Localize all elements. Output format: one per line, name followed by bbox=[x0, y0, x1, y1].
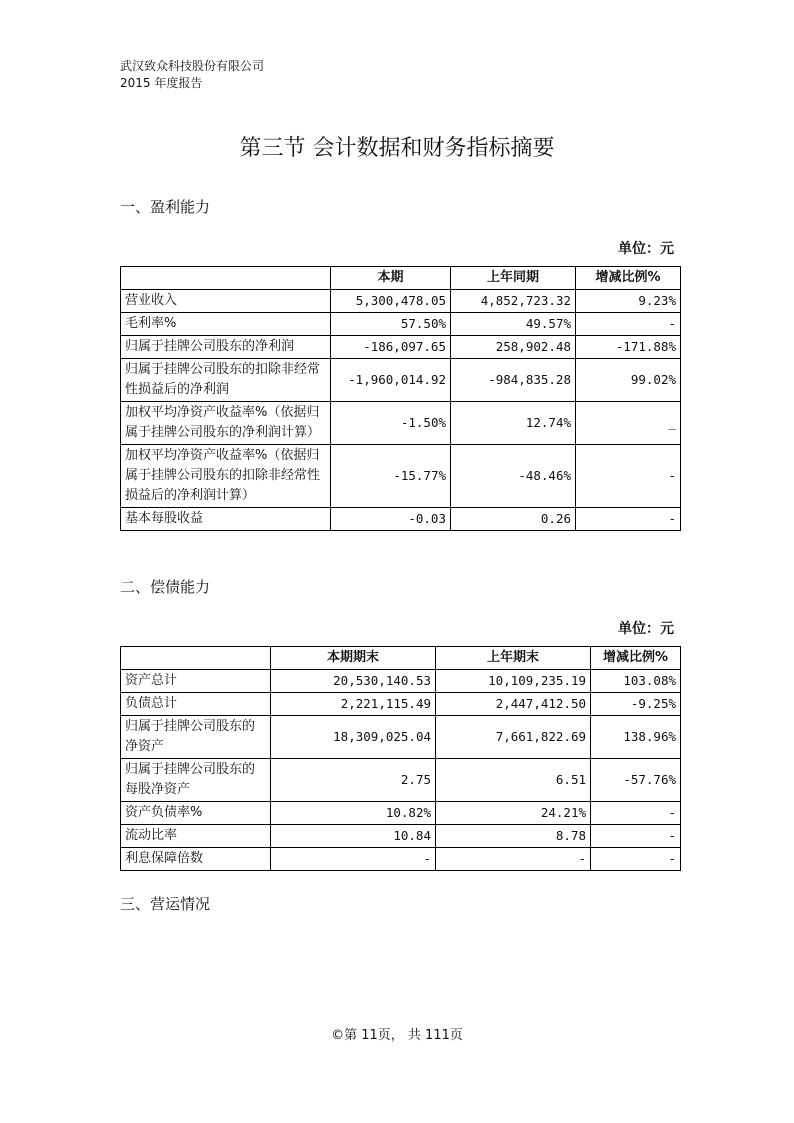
section-heading-solvency: 二、偿债能力 bbox=[120, 578, 211, 596]
row-label: 资产负债率% bbox=[121, 802, 271, 825]
table-row bbox=[121, 716, 681, 759]
table-row bbox=[121, 313, 681, 336]
table-header-row bbox=[121, 647, 681, 670]
cell-value: 4,852,723.32 bbox=[451, 290, 576, 313]
cell-value: 5,300,478.05 bbox=[331, 290, 451, 313]
cell-value: 18,309,025.04 bbox=[271, 716, 436, 759]
cell-value: 24.21% bbox=[436, 802, 591, 825]
cell-value: 7,661,822.69 bbox=[436, 716, 591, 759]
cell-value: 10.84 bbox=[271, 825, 436, 848]
cell-value: - bbox=[436, 848, 591, 871]
cell-value: -1.50% bbox=[331, 402, 451, 445]
table-row bbox=[121, 825, 681, 848]
solvency-table bbox=[120, 646, 681, 871]
row-label: 负债总计 bbox=[121, 693, 271, 716]
cell-value: 10,109,235.19 bbox=[436, 670, 591, 693]
cell-value: - bbox=[576, 508, 681, 531]
header-cell: 本期期末 bbox=[271, 647, 436, 670]
section-heading-profitability: 一、盈利能力 bbox=[120, 198, 211, 216]
table-row bbox=[121, 336, 681, 359]
table-row bbox=[121, 359, 681, 402]
row-label: 归属于挂牌公司股东的净资产 bbox=[121, 716, 271, 759]
cell-value: - bbox=[591, 825, 681, 848]
header-cell: 上年期末 bbox=[436, 647, 591, 670]
cell-value: 99.02% bbox=[576, 359, 681, 402]
cell-value: -0.03 bbox=[331, 508, 451, 531]
table-row bbox=[121, 402, 681, 445]
page-header bbox=[120, 58, 264, 92]
cell-value: - bbox=[576, 445, 681, 508]
table-row bbox=[121, 508, 681, 531]
table-row bbox=[121, 759, 681, 802]
cell-value: _ bbox=[576, 402, 681, 445]
cell-value: 20,530,140.53 bbox=[271, 670, 436, 693]
header-cell bbox=[121, 647, 271, 670]
cell-value: -984,835.28 bbox=[451, 359, 576, 402]
cell-value: 49.57% bbox=[451, 313, 576, 336]
table-row bbox=[121, 848, 681, 871]
row-label: 归属于挂牌公司股东的每股净资产 bbox=[121, 759, 271, 802]
cell-value: 0.26 bbox=[451, 508, 576, 531]
table-row bbox=[121, 802, 681, 825]
company-name: 武汉致众科技股份有限公司 bbox=[120, 59, 265, 73]
cell-value: 10.82% bbox=[271, 802, 436, 825]
cell-value: 2,447,412.50 bbox=[436, 693, 591, 716]
row-label: 基本每股收益 bbox=[121, 508, 331, 531]
unit-label-1: 单位：元 bbox=[618, 241, 674, 257]
row-label: 归属于挂牌公司股东的净利润 bbox=[121, 336, 331, 359]
cell-value: 103.08% bbox=[591, 670, 681, 693]
cell-value: - bbox=[591, 848, 681, 871]
cell-value: - bbox=[576, 313, 681, 336]
profitability-table bbox=[120, 266, 681, 531]
page-footer: ©第 11页， 共 111页 bbox=[331, 1028, 463, 1043]
table-row bbox=[121, 290, 681, 313]
row-label: 营业收入 bbox=[121, 290, 331, 313]
cell-value: 6.51 bbox=[436, 759, 591, 802]
cell-value: -1,960,014.92 bbox=[331, 359, 451, 402]
header-cell: 本期 bbox=[331, 267, 451, 290]
header-cell: 增减比例% bbox=[591, 647, 681, 670]
cell-value: 2.75 bbox=[271, 759, 436, 802]
cell-value: -9.25% bbox=[591, 693, 681, 716]
header-cell: 上年同期 bbox=[451, 267, 576, 290]
cell-value: 57.50% bbox=[331, 313, 451, 336]
header-cell bbox=[121, 267, 331, 290]
cell-value: 138.96% bbox=[591, 716, 681, 759]
cell-value: -171.88% bbox=[576, 336, 681, 359]
section-heading-operations: 三、营运情况 bbox=[120, 895, 211, 913]
row-label: 流动比率 bbox=[121, 825, 271, 848]
cell-value: 12.74% bbox=[451, 402, 576, 445]
page-title: 第三节 会计数据和财务指标摘要 bbox=[239, 136, 555, 161]
cell-value: -57.76% bbox=[591, 759, 681, 802]
row-label: 利息保障倍数 bbox=[121, 848, 271, 871]
table-row bbox=[121, 445, 681, 508]
cell-value: 258,902.48 bbox=[451, 336, 576, 359]
report-name: 2015 年度报告 bbox=[120, 76, 203, 90]
table-row bbox=[121, 693, 681, 716]
row-label: 加权平均净资产收益率%（依据归属于挂牌公司股东的扣除非经常性损益后的净利润计算） bbox=[121, 445, 331, 508]
row-label: 归属于挂牌公司股东的扣除非经常性损益后的净利润 bbox=[121, 359, 331, 402]
row-label: 资产总计 bbox=[121, 670, 271, 693]
cell-value: -186,097.65 bbox=[331, 336, 451, 359]
row-label: 加权平均净资产收益率%（依据归属于挂牌公司股东的净利润计算） bbox=[121, 402, 331, 445]
unit-label-2: 单位：元 bbox=[618, 621, 674, 637]
table-header-row bbox=[121, 267, 681, 290]
row-label: 毛利率% bbox=[121, 313, 331, 336]
cell-value: 9.23% bbox=[576, 290, 681, 313]
cell-value: 2,221,115.49 bbox=[271, 693, 436, 716]
cell-value: - bbox=[271, 848, 436, 871]
cell-value: -15.77% bbox=[331, 445, 451, 508]
cell-value: 8.78 bbox=[436, 825, 591, 848]
table-row bbox=[121, 670, 681, 693]
cell-value: - bbox=[591, 802, 681, 825]
header-cell: 增减比例% bbox=[576, 267, 681, 290]
cell-value: -48.46% bbox=[451, 445, 576, 508]
